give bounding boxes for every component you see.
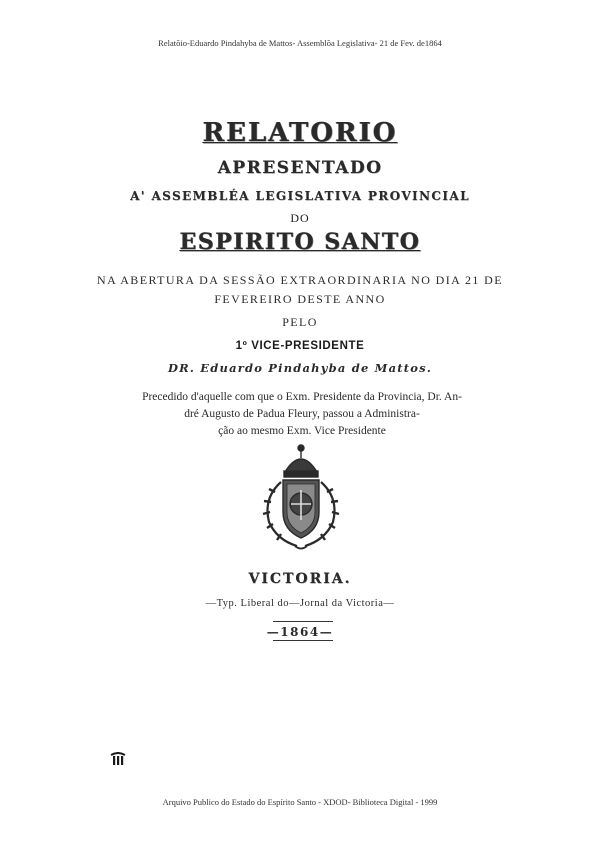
title-relatorio: RELATORIO	[202, 118, 398, 148]
title-espirito-santo: ESPIRITO SANTO	[179, 229, 421, 255]
coat-of-arms-icon	[255, 442, 347, 554]
imprint-press: —Typ. Liberal do—Jornal da Victoria—	[205, 598, 395, 609]
title-assembleia: A' ASSEMBLÉA LEGISLATIVA PROVINCIAL	[130, 189, 470, 203]
preamble-paragraph	[127, 389, 477, 440]
title-do: DO	[290, 211, 310, 225]
imprint-city: VICTORIA.	[248, 571, 352, 587]
author-name: DR. Eduardo Pindahyba de Mattos.	[167, 361, 433, 375]
occasion-pelo: PELO	[282, 315, 318, 329]
page-marker-icon	[110, 752, 126, 766]
divider-bottom	[273, 640, 333, 641]
preamble-line-1: Precedido d'aquelle com que o Exm. Presidente da Provincia, Dr. An-	[142, 391, 462, 403]
imprint-year: —1864—	[266, 625, 334, 639]
preamble-line-3: ção ao mesmo Exm. Vice Presidente	[218, 425, 386, 437]
divider-top	[273, 621, 333, 622]
page-footer: Arquivo Publico do Estado do Espírito Santo - XDOD- Biblioteca Digital - 1999	[162, 797, 438, 807]
occasion-line-2: FEVEREIRO DESTE ANNO	[214, 292, 386, 306]
page-header: Relatõio-Eduardo Pindahyba de Mattos- Assemblõa Legislativa- 21 de Fev. de1864	[158, 38, 442, 48]
preamble-line-2: dré Augusto de Padua Fleury, passou a Administra-	[184, 408, 420, 420]
occasion-line-1: NA ABERTURA DA SESSÃO EXTRAORDINARIA NO DIA 21 DE	[97, 273, 503, 287]
title-apresentado: APRESENTADO	[217, 158, 383, 178]
author-role: 1º VICE-PRESIDENTE	[235, 340, 365, 352]
